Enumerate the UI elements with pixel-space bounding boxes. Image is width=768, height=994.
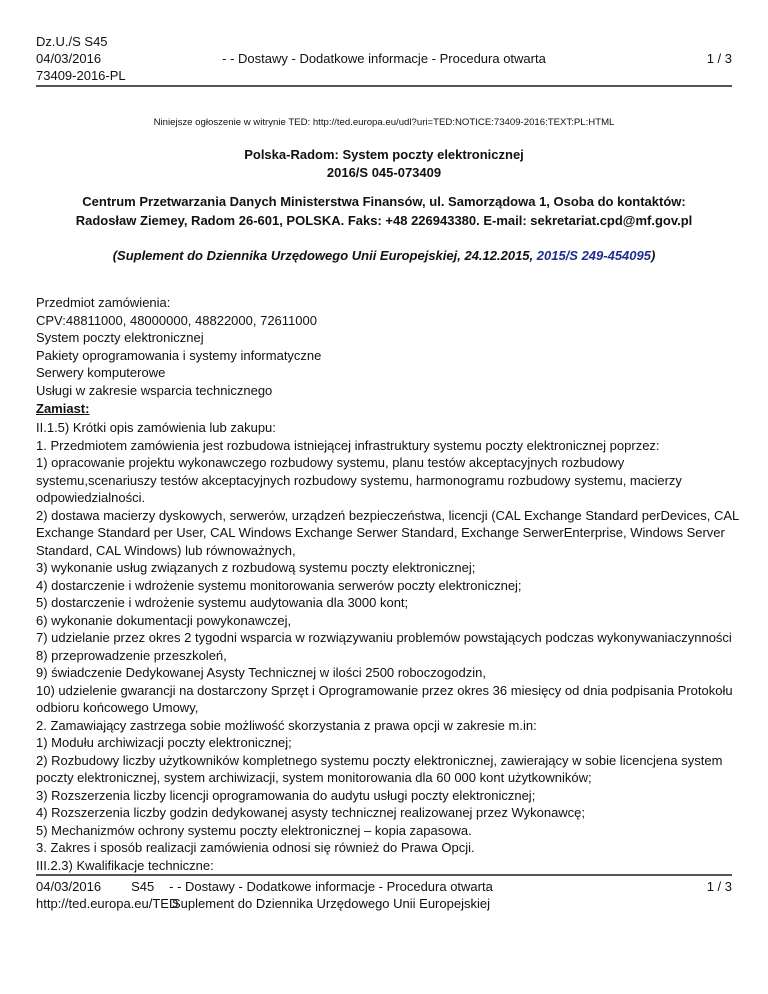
body-paragraph: 10) udzielenie gwarancji na dostarczony Sprzęt i Oprogramowanie przez okres 36 miesięcy od dnia podpisania Protokołu odbioru końcowego Umowy, (36, 682, 733, 715)
title-line: Polska-Radom: System poczty elektronicznej (244, 147, 524, 162)
body-paragraph: 3) wykonanie usług związanych z rozbudową systemu poczty elektronicznej; (36, 560, 476, 575)
subject-label: Przedmiot zamówienia: (36, 295, 171, 310)
original-notice-link[interactable]: 2015/S 249-454095 (536, 248, 651, 263)
footer-series: S45 (131, 879, 155, 894)
footer-date: 04/03/2016 (36, 879, 102, 894)
body-paragraph: 2. Zamawiający zastrzega sobie możliwość skorzystania z prawa opcji w zakresie m.in: (36, 717, 537, 733)
body-paragraph: 2) Rozbudowy liczby użytkowników kompletnego systemu poczty elektronicznej, zawierający w sobie licencjena system poczty elektronicznej, system archiwizacji, system monitorowania dla 60 000 kont użytkowników; (36, 752, 723, 785)
header-date: 04/03/2016 (36, 51, 102, 66)
instead-heading: Zamiast: (36, 400, 90, 416)
section-heading: III.2.3) Kwalifikacje techniczne: (36, 857, 214, 873)
body-paragraph: 1) opracowanie projektu wykonawczego rozbudowy systemu, planu testów akceptacyjnych rozbudowy systemu,scenariuszy testów akceptacyjnych rozbudowy systemu, harmonogramu rozbudowy systemu, macierzy odpowiedzialności. (36, 455, 682, 505)
authority-contact-line: Radosław Ziemey, Radom 26-601, POLSKA. Faks: +48 226943380. E-mail: sekretariat.cpd@mf.gov.pl (75, 213, 693, 228)
cpv-item: Serwery komputerowe (36, 365, 166, 381)
footer-divider (36, 874, 732, 876)
cpv-item: System poczty elektronicznej (36, 330, 204, 346)
body-paragraph: 1. Przedmiotem zamówienia jest rozbudowa istniejącej infrastruktury systemu poczty elektronicznej poprzez: (36, 437, 660, 453)
header-notice-id: 73409-2016-PL (36, 68, 126, 83)
body-paragraph: 9) świadczenie Dedykowanej Asysty Technicznej w ilości 2500 roboczogodzin, (36, 665, 486, 680)
body-paragraph: 7) udzielanie przez okres 2 tygodni wsparcia w rozwiązywaniu problemów powstających podczas wykonywaniaczynności (36, 630, 732, 645)
page-header (36, 33, 732, 85)
footer-journal: Suplement do Dziennika Urzędowego Unii Europejskiej (172, 896, 490, 911)
cpv-item: Usługi w zakresie wsparcia technicznego (36, 382, 273, 398)
body-paragraph: 5) Mechanizmów ochrony systemu poczty elektronicznej – kopia zapasowa. (36, 822, 472, 838)
body-paragraph: 8) przeprowadzenie przeszkoleń, (36, 647, 227, 663)
contracting-authority (36, 192, 732, 230)
footer-title: - - Dostawy - Dodatkowe informacje - Procedura otwarta (169, 879, 493, 894)
header-journal-ref: Dz.U./S S45 (36, 34, 108, 49)
subject-section (36, 294, 736, 417)
cpv-codes: CPV:48811000, 48000000, 48822000, 72611000 (36, 312, 317, 328)
body-paragraph: 1) Modułu archiwizacji poczty elektronicznej; (36, 735, 292, 750)
header-title: - - Dostawy - Dodatkowe informacje - Procedura otwarta (222, 51, 546, 66)
body-paragraph: 2) dostawa macierzy dyskowych, serwerów, urządzeń bezpieczeństwa, licencji (CAL Exchange Standard perDevices, CAL Exchange Standard per User, CAL Windows Exchange Serwer Standard, Exchange SerwerEnterprise, Windows Server Standard, CAL Windows) lub równoważnych, (36, 507, 739, 558)
body-paragraph: 3) Rozszerzenia liczby licencji oprogramowania do audytu usługi poczty elektronicznej; (36, 787, 536, 803)
body-paragraph: 5) dostarczenie i wdrożenie systemu audytowania dla 3000 kont; (36, 595, 409, 610)
supplement-reference (36, 247, 732, 264)
footer-url[interactable]: http://ted.europa.eu/TED (36, 896, 179, 911)
cpv-item: Pakiety oprogramowania i systemy informatyczne (36, 347, 322, 363)
footer-page-number: 1 / 3 (706, 879, 732, 894)
ted-notice-link[interactable]: Niniejsze ogłoszenie w witrynie TED: http://ted.europa.eu/udl?uri=TED:NOTICE:73409-2016:TEXT:PL:HTML (153, 117, 615, 128)
body-paragraph: 3. Zakres i sposób realizacji zamówienia odnosi się również do Prawa Opcji. (36, 840, 475, 855)
page-footer (36, 878, 732, 914)
footer-center (36, 878, 626, 912)
header-divider (36, 85, 732, 87)
body-paragraph: 4) dostarczenie i wdrożenie systemu monitorowania serwerów poczty elektronicznej; (36, 577, 522, 593)
header-page-number: 1 / 3 (706, 51, 732, 66)
title-reference: 2016/S 045-073409 (326, 165, 442, 180)
body-paragraph: 6) wykonanie dokumentacji powykonawczej, (36, 612, 292, 628)
body-paragraph: 4) Rozszerzenia liczby godzin dedykowanej asysty technicznej realizowanej przez Wykonawcę; (36, 805, 586, 820)
section-heading: II.1.5) Krótki opis zamówienia lub zakupu: (36, 420, 276, 435)
authority-line: Centrum Przetwarzania Danych Ministerstwa Finansów, ul. Samorządowa 1, Osoba do kontaktów: (82, 194, 686, 209)
supplement-suffix: ) (650, 248, 656, 263)
body-text (36, 419, 742, 874)
document-title (36, 146, 732, 182)
supplement-prefix: (Suplement do Dziennika Urzędowego Unii Europejskiej, 24.12.2015, (112, 248, 537, 263)
